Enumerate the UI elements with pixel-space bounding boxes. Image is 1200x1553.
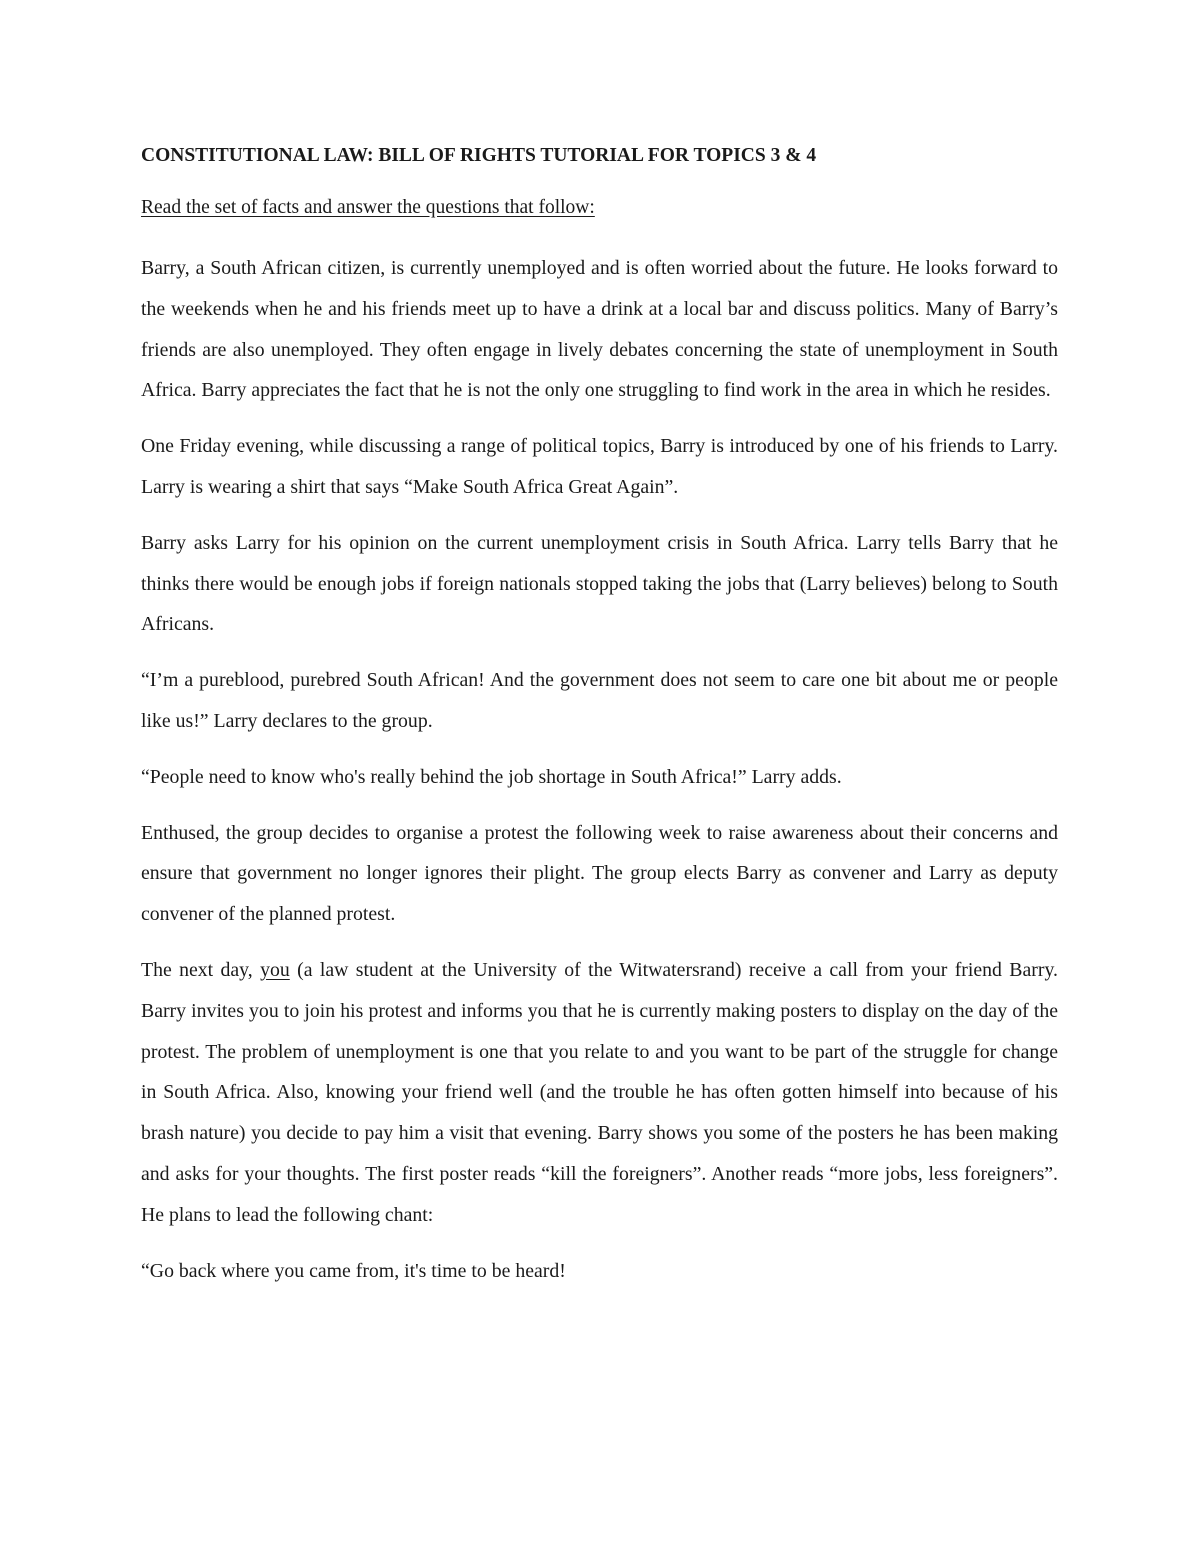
paragraph-7-start: The next day, bbox=[141, 958, 261, 981]
paragraph-1: Barry, a South African citizen, is currently unemployed and is often worried about the future. He looks forward to the weekends when he and his friends meet up to have a drink at a local bar and discuss politics. Many of Barry’s friends are also unemployed. They often engage in lively debates concerning the state of unemployment in South Africa. Barry appreciates the fact that he is not the only one struggling to find work in the area in which he resides. bbox=[141, 257, 1058, 402]
paragraph-6: Enthused, the group decides to organise a protest the following week to raise awareness about their concerns and ensure that government no longer ignores their plight. The group elects Barry as convener and Larry as deputy convener of the planned protest. bbox=[141, 821, 1058, 926]
paragraph-2: One Friday evening, while discussing a range of political topics, Barry is introduced by one of his friends to Larry. Larry is wearing a shirt that says “Make South Africa Great Again”. bbox=[141, 435, 1058, 498]
paragraph-5: “People need to know who's really behind the job shortage in South Africa!” Larry adds. bbox=[141, 765, 842, 788]
underlined-you: you bbox=[260, 958, 290, 981]
paragraph-3: Barry asks Larry for his opinion on the current unemployment crisis in South Africa. Larry tells Barry that he thinks there would be enough jobs if foreign nationals stopped taking the jobs that (Larry believes) belong to South Africans. bbox=[141, 531, 1058, 636]
document-title: CONSTITUTIONAL LAW: BILL OF RIGHTS TUTORIAL FOR TOPICS 3 & 4 bbox=[141, 145, 817, 166]
paragraph-7-rest: (a law student at the University of the Witwatersrand) receive a call from your friend Barry. Barry invites you to join his protest and informs you that he is currently making posters to display on the day of the protest. The problem of unemployment is one that you relate to and you want to be part of the struggle for change in South Africa. Also, knowing your friend well (and the trouble he has often gotten himself into because of his brash nature) you decide to pay him a visit that evening. Barry shows you some of the posters he has been making and asks for your thoughts. The first poster reads “kill the foreigners”. Another reads “more jobs, less foreigners”. He plans to lead the following chant: bbox=[141, 958, 1058, 1226]
paragraph-4: “I’m a pureblood, purebred South African! And the government does not seem to care one bit about me or people like us!” Larry declares to the group. bbox=[141, 669, 1058, 732]
chant-text: “Go back where you came from, it's time to be heard! bbox=[141, 1259, 566, 1282]
document-page bbox=[141, 142, 1058, 1306]
paragraph-7 bbox=[141, 950, 1058, 1236]
instruction-text: Read the set of facts and answer the questions that follow: bbox=[141, 197, 595, 218]
